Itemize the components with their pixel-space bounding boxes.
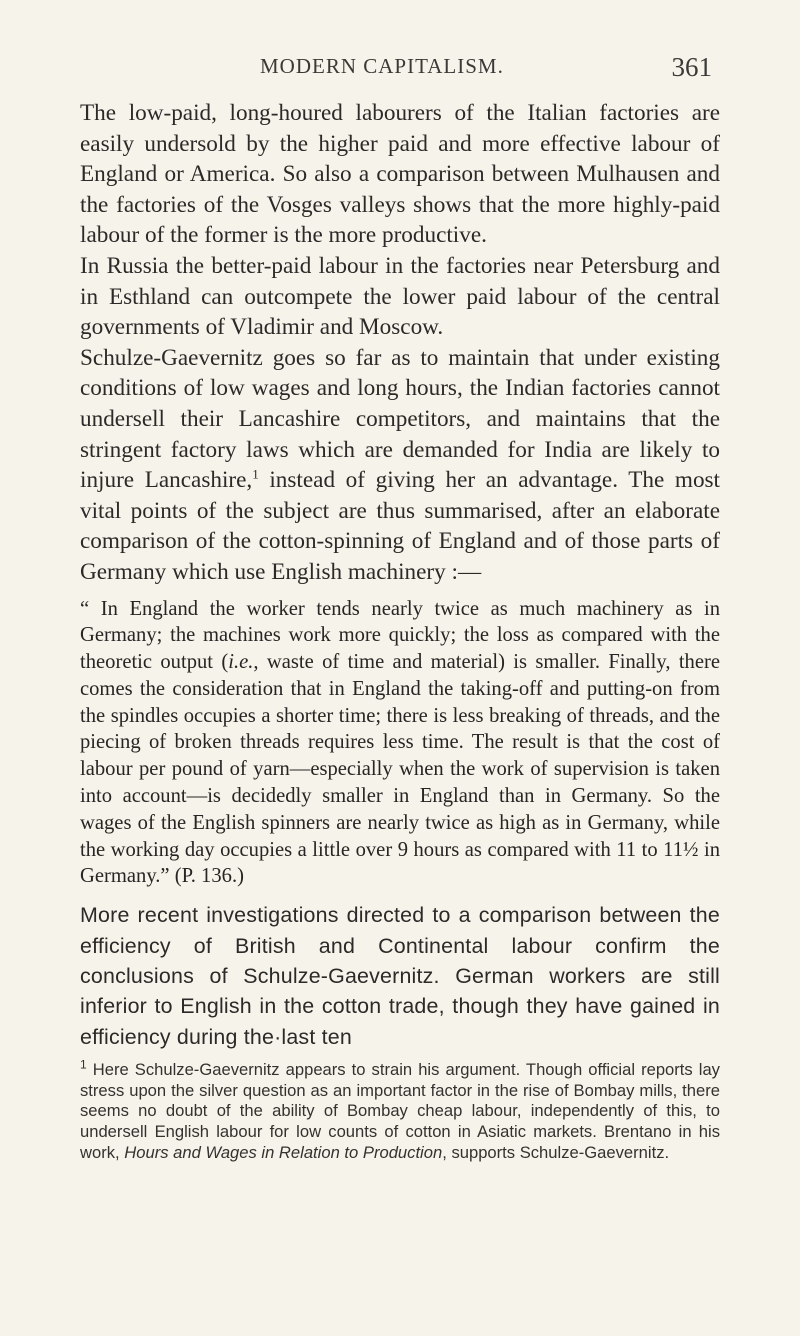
page-header xyxy=(80,52,720,98)
footnote-part1: Here Schulze-Gaevernitz appears to strain his argument. Though official reports lay stress upon the silver question as an important factor in the rise of Bombay mills, there seems no doubt of the ability of Bombay cheap labour, independently of this, to undersell English labour for low counts of cotton in Asiatic markets. Brentano in his work, xyxy=(80,1060,720,1162)
footnote-part2: , supports Schulze-Gaevernitz. xyxy=(442,1142,670,1162)
block-quote xyxy=(80,596,720,891)
footnote-mark: 1 xyxy=(80,1057,87,1072)
page-number: 361 xyxy=(671,52,712,82)
footnote-reference: 1 xyxy=(252,466,259,482)
quote-part1: “ In England the worker tends nearly twice as much machinery as in Germany; the machines work more quickly; the loss as compared with the theoretic output ( xyxy=(80,597,720,674)
running-head: MODERN CAPITALISM. xyxy=(260,54,504,78)
paragraph-recent-investigations: More recent investigations directed to a comparison between the efficiency of British and Continental labour confirm the conclusions of Schulze-Gaevernitz. German workers are still inferior to English in the cotton trade, though they have gained in efficiency during the·last ten xyxy=(80,903,720,1049)
book-page xyxy=(80,52,720,1180)
paragraph-italian-factories: The low-paid, long-houred labourers of the Italian factories are easily undersold by the higher paid and more effective labour of England or America. So also a comparison between Mulhausen and the factories of the Vosges valleys shows that the more highly-paid labour of the former is the more productive. xyxy=(80,100,720,249)
quote-ie: i.e. xyxy=(228,651,254,674)
footnote xyxy=(80,1057,720,1163)
footnote-cited-title: Hours and Wages in Relation to Production xyxy=(124,1142,443,1162)
paragraph-schulze-part1: Schulze-Gaevernitz goes so far as to maintain that under existing conditions of low wages and long hours, the Indian factories cannot undersell their Lancashire competitors, and maintains that the stringent factory laws which are demanded for India are likely to injure Lancashire, xyxy=(80,344,720,494)
paragraph-schulze-gaevernitz xyxy=(80,343,720,588)
paragraph-schulze-part2: instead of giving her an advantage. The most vital points of the subject are thus summarised, after an elaborate comparison of the cotton-spinning of England and of those parts of Germany which use English machinery :— xyxy=(80,467,720,585)
paragraph-russia: In Russia the better-paid labour in the factories near Petersburg and in Esthland can outcompete the lower paid labour of the central governments of Vladimir and Moscow. xyxy=(80,252,720,341)
quote-part2: , waste of time and material) is smaller. Finally, there comes the consideration that in England the taking-off and putting-on from the spindles occupies a shorter time; there is less breaking of threads, and the piecing of broken threads requires less time. The result is that the cost of labour per pound of yarn—especially when the work of supervision is taken into account—is decidedly smaller in England than in Germany. So the wages of the English spinners are nearly twice as high as in Germany, while the working day occupies a little over 9 hours as compared with 11 to 11½ in Germany.” (P. 136.) xyxy=(80,651,720,888)
